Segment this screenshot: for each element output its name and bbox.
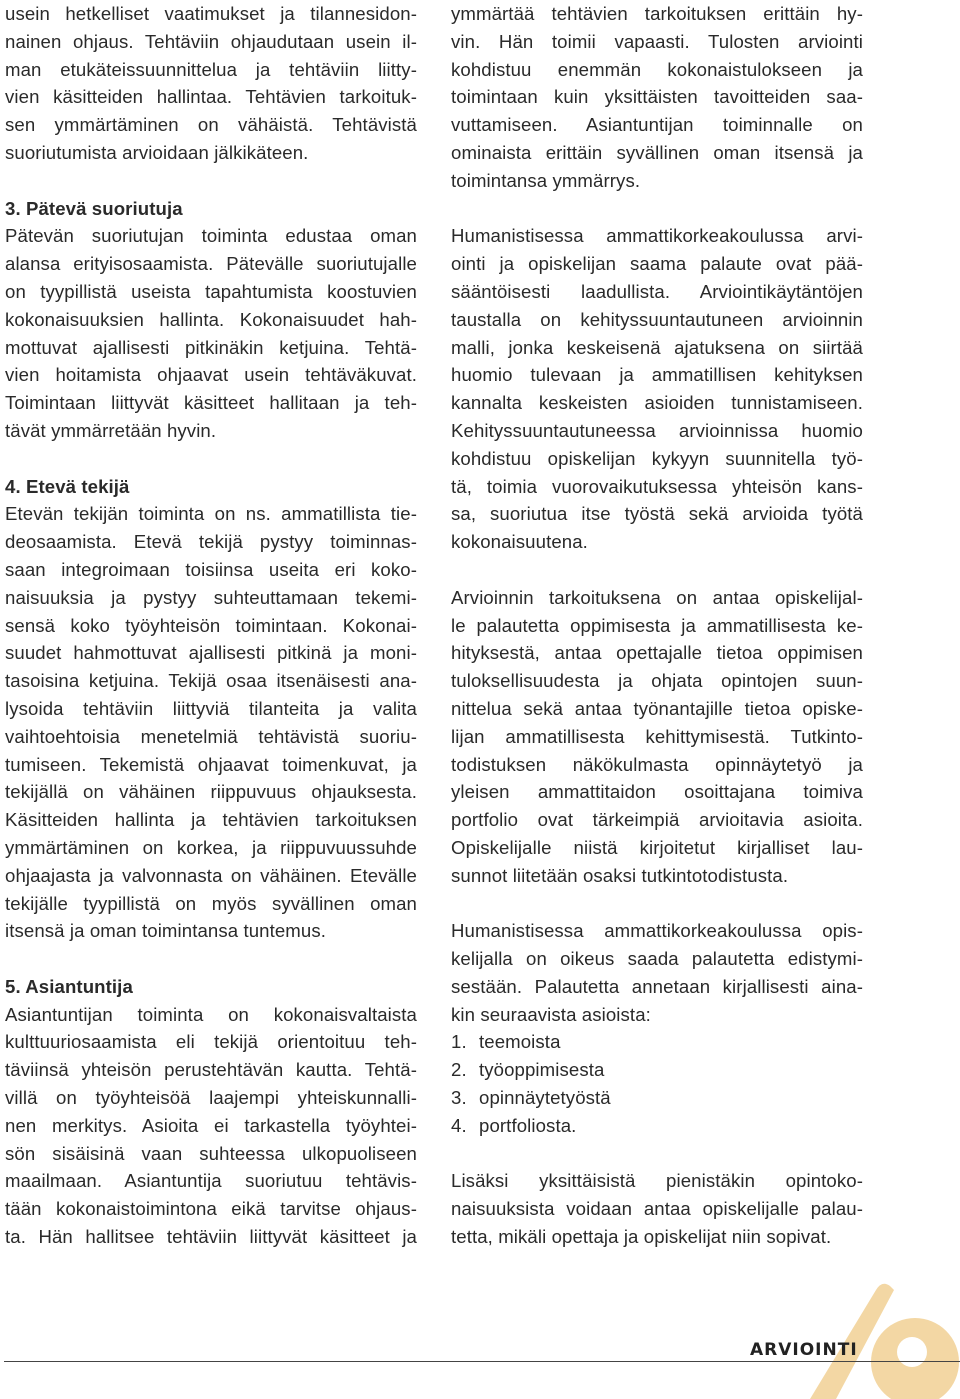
list-item [451, 1112, 863, 1140]
list-number: 3. [451, 1087, 467, 1109]
text-line: sensä koko työyhteisön toimintaan. Kokonai- [5, 614, 417, 636]
text-line: ohjaajasta ja valvonnasta on vähäinen. Etevälle [5, 864, 417, 886]
text-line: Etevän tekijän toiminta on ns. ammatillista tie- [5, 503, 417, 525]
text-line: ominaista erittäin syvällinen oman itsensä ja [451, 141, 863, 163]
list-number: 1. [451, 1031, 467, 1053]
list-number: 4. [451, 1114, 467, 1136]
text-line: Asiantuntijan toiminta on kokonaisvaltaista [5, 1003, 417, 1025]
text-line: sen ymmärtäminen on vähäistä. Tehtävistä [5, 114, 417, 136]
footer-divider [4, 1361, 960, 1362]
text-line: malli, jonka keskeisenä ajatuksena on siirtää [451, 336, 863, 358]
text-line: ymmärtäminen on korkea, ja riippuvuussuhde [5, 836, 417, 858]
text-line: hityksestä, antaa opettajalle tietoa oppimisen [451, 642, 863, 664]
text-line: sön sisäisinä vaan suhteessa ulkopuoliseen [5, 1142, 417, 1164]
paragraph-gap [451, 195, 863, 223]
paragraph-gap [5, 445, 417, 473]
section-heading: 5. Asiantuntija [5, 975, 133, 997]
text-line: Toimintaan liittyvät käsitteet hallitaan ja teh- [5, 392, 417, 414]
text-line: toimintaan kuin yksittäisten tavoitteiden saa- [451, 86, 863, 108]
text-line: maailmaan. Asiantuntija suoriutuu tehtävis- [5, 1170, 417, 1192]
text-line: lijan ammatillisesta kehittymisestä. Tutkinto- [451, 725, 863, 747]
text-line: vin. Hän toimii vapaasti. Tulosten arviointi [451, 30, 863, 52]
text-line: tasoisina ketjuina. Tekijä osaa itsenäisesti ana- [5, 670, 417, 692]
text-line: naisuuksista voidaan antaa opiskelijalle palau- [451, 1198, 863, 1220]
text-line: tetta, mikäli opettaja ja opiskelijat niin sopivat. [451, 1226, 832, 1248]
list-item [451, 1056, 863, 1084]
text-line: mottuvat ajallisesti pitkinäkin ketjuina. Tehtä- [5, 336, 417, 358]
text-line: sunnot liitetään osaksi tutkintotodistusta. [451, 864, 789, 886]
paragraph-gap [451, 556, 863, 584]
text-line: ymmärtää tehtävien tarkoituksen erittäin hy- [451, 3, 863, 24]
text-line: villä on työyhteisöä laajempi yhteiskunnalli- [5, 1087, 417, 1109]
text-line: Opiskelijalle niistä kirjoitetut kirjalliset lau- [451, 836, 863, 858]
text-line: toimintansa ymmärrys. [451, 169, 641, 191]
list-text: teemoista [479, 1031, 561, 1053]
number-nine-ornament-icon [790, 1278, 960, 1399]
text-line: tään kokonaistoimintona eikä tarvitse ohjaus- [5, 1198, 417, 1220]
text-line: Humanistisessa ammattikorkeakoulussa opis- [451, 920, 863, 942]
text-line: vuttamiseen. Asiantuntijan toiminnalle on [451, 114, 863, 136]
text-line: Kehityssuuntautuneessa arvioinnissa huomio [451, 419, 863, 441]
text-line: itsensä ja oman toimintansa tuntemus. [5, 920, 326, 942]
list-item [451, 1084, 863, 1112]
list-text: portfoliosta. [479, 1114, 577, 1136]
text-line: vien käsitteiden hallintaa. Tehtävien tarkoituk- [5, 86, 417, 108]
text-line: tumiseen. Tekemistä ohjaavat toimenkuvat, ja [5, 753, 417, 775]
text-line: tävät ymmärretään hyvin. [5, 419, 217, 441]
text-line: todistuksen näkökulmasta opinnäytetyö ja [451, 753, 863, 775]
text-line: portfolio ovat tärkeimpiä arvioitavia asioita. [451, 809, 863, 831]
text-line: nen merkitys. Asioita ei tarkastella työyhtei- [5, 1114, 417, 1136]
text-line: vien hoitamista ohjaavat usein tehtäväkuvat. [5, 364, 417, 386]
text-line: kokonaisuutena. [451, 531, 588, 553]
text-line: huomio tulevaan ja ammatillisen kehityksen [451, 364, 863, 386]
text-line: lysoida tehtäviin liittyviä tilanteita ja valita [5, 697, 417, 719]
paragraph-gap [5, 167, 417, 195]
text-line: sääntöisesti laadullista. Arviointikäytäntöjen [451, 280, 863, 302]
text-line: kokonaisuuksien hallinta. Kokonaisuudet hah- [5, 308, 417, 330]
text-line: kohdistuu opiskelijan kykyyn suunnitella työ- [451, 447, 863, 469]
text-line: usein hetkelliset vaatimukset ja tilannesidon- [5, 3, 417, 24]
text-line: kannalta keskeisten asioiden tunnistamiseen. [451, 392, 863, 414]
section-heading: 3. Pätevä suoriutuja [5, 197, 183, 219]
paragraph-gap [5, 945, 417, 973]
text-line: nittelua sekä antaa työnantajille tietoa opiske- [451, 697, 863, 719]
section-label: ARVIOINTI [750, 1340, 858, 1360]
text-line: kohdistuu enemmän kokonaistulokseen ja [451, 58, 863, 80]
text-line: täviinsä yhteisön perustehtävän kautta. Tehtä- [5, 1059, 417, 1081]
text-line: Humanistisessa ammattikorkeakoulussa arvi- [451, 225, 863, 247]
text-line: le palautetta oppimisesta ja ammatillisesta ke- [451, 614, 863, 636]
paragraph-gap [451, 890, 863, 918]
list-text: työoppimisesta [479, 1059, 605, 1081]
text-line: on tyypillistä useista tapahtumista koostuvien [5, 280, 417, 302]
text-line: tekijällä on vähäinen riippuvuus ohjauksesta. [5, 781, 417, 803]
text-line: sestään. Palautetta annetaan kirjallisesti aina- [451, 975, 863, 997]
text-line: tekijälle tyypillistä on myös syvällinen oman [5, 892, 417, 914]
text-line: Käsitteiden hallinta ja tehtävien tarkoituksen [5, 809, 417, 831]
text-line: Arvioinnin tarkoituksena on antaa opiskelijal- [451, 586, 863, 608]
list-item [451, 1028, 863, 1056]
section-heading: 4. Etevä tekijä [5, 475, 130, 497]
text-line: naisuuksia ja pystyy suhteuttamaan tekemi- [5, 586, 417, 608]
text-line: sa, suoriutua itse työstä sekä arvioida työtä [451, 503, 863, 525]
text-line: kulttuuriosaamista eli tekijä orientoituu teh- [5, 1031, 417, 1053]
text-line: ta. Hän hallitsee tehtäviin liittyvät käsitteet ja [5, 1226, 417, 1248]
text-line: suoriutumista arvioidaan jälkikäteen. [5, 141, 309, 163]
right-column [451, 0, 863, 1251]
list-number: 2. [451, 1059, 467, 1081]
text-line: deosaamista. Etevä tekijä pystyy toiminnas- [5, 531, 417, 553]
text-line: Lisäksi yksittäisistä pienistäkin opintoko- [451, 1170, 863, 1192]
text-line: kelijalla on oikeus saada palautetta edistymi- [451, 948, 863, 970]
text-line: vaihtoehtoisia menetelmiä tehtävistä suoriu- [5, 725, 417, 747]
text-line: alansa erityisosaamista. Pätevälle suoriutujalle [5, 253, 417, 275]
text-line: man etukäteissuunnittelua ja tehtäviin liitty- [5, 58, 417, 80]
text-line: taustalla on kehityssuuntautuneen arvioinnin [451, 308, 863, 330]
paragraph-gap [451, 1140, 863, 1168]
text-line: ointi ja opiskelijan saama palaute ovat pää- [451, 253, 863, 275]
text-line: kin seuraavista asioista: [451, 1003, 651, 1025]
text-line: Pätevän suoriutujan toiminta edustaa oman [5, 225, 417, 247]
text-line: nainen ohjaus. Tehtäviin ohjaudutaan usein il- [5, 30, 417, 52]
text-line: suudet hahmottuvat ajallisesti pitkinä ja moni- [5, 642, 417, 664]
left-column [5, 0, 417, 1251]
list-text: opinnäytetyöstä [479, 1087, 611, 1109]
text-line: tä, toimia vuorovaikutuksessa yhteisön kans- [451, 475, 863, 497]
text-line: tuloksellisuudesta ja ohjata opintojen suun- [451, 670, 863, 692]
text-line: yleisen ammattitaidon osoittajana toimiva [451, 781, 863, 803]
text-line: saan integroimaan toisiinsa useita eri koko- [5, 558, 417, 580]
